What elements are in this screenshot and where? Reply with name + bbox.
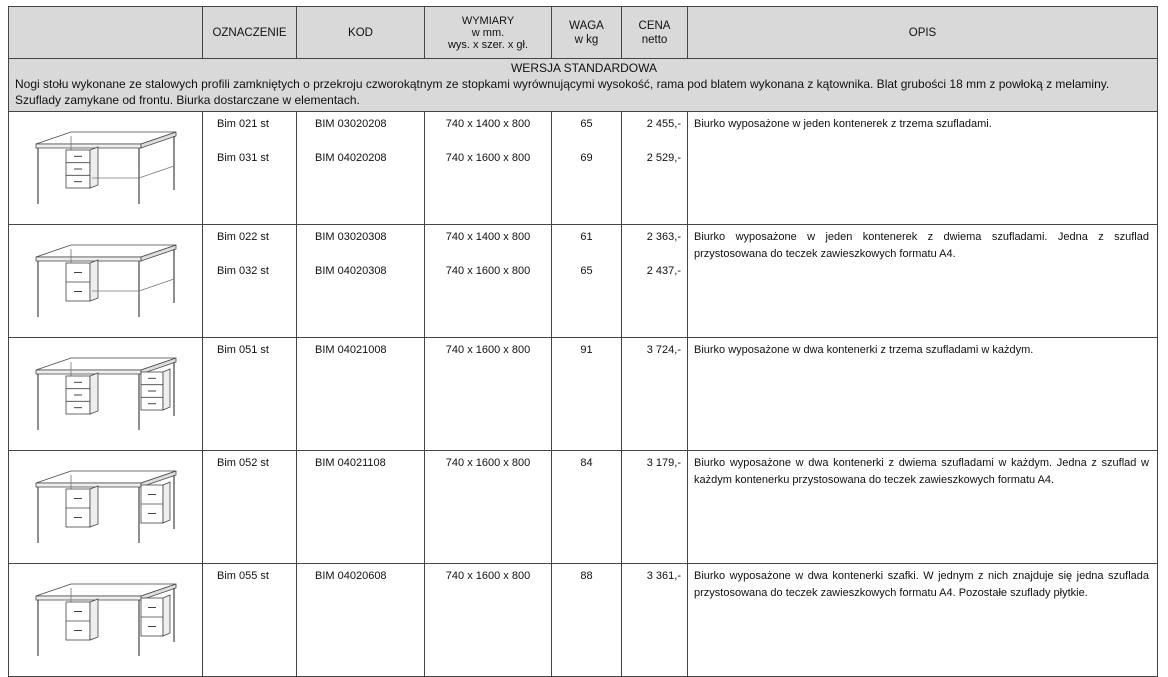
oznaczenie-value: Bim 052 st [217,457,269,469]
section-text: Nogi stołu wykonane ze stalowych profili zamkniętych o przekroju czworokątnym ze stopkami wyrównującymi wysokość, rama pod blatem wykonana z kątownika. Blat grubości 18 mm z powłoką z melaminy. Szuflady zamykane od frontu. Biurka dostarczane w elementach. [15,77,1110,107]
product-rows [9,112,1158,677]
waga-value: 69 [580,152,593,164]
header-row [9,7,1158,59]
opis-value: Biurko wyposażone w dwa kontenerki z trzema szufladami w każdym. [694,344,1034,356]
opis-value: Biurko wyposażone w jeden kontenerek z trzema szufladami. [694,118,992,130]
kod-value: BIM 04020208 [315,152,387,164]
table-row [9,338,1158,451]
header-cena [622,7,688,59]
spacer [552,133,621,150]
cena-value: 3 361,- [646,570,681,582]
cena-cell [622,451,688,564]
kod-cell [297,225,425,338]
wymiary-cell [425,564,552,677]
opis-cell [688,225,1158,338]
waga-cell [552,225,622,338]
cena-cell [622,112,688,225]
desk-image-cell [9,112,203,225]
spacer [622,246,681,263]
wymiary-cell [425,451,552,564]
opis-cell [688,451,1158,564]
waga-value: 65 [580,118,593,130]
spacer [217,133,296,150]
waga-value: 88 [580,570,593,582]
desk-two-containers-2-drawers-icon [9,457,202,549]
table-row [9,451,1158,564]
waga-cell [552,564,622,677]
kod-cell [297,564,425,677]
kod-value: BIM 03020208 [315,118,387,130]
oznaczenie-cell [203,451,297,564]
opis-value: Biurko wyposażone w jeden kontenerek z dwiema szufladami. Jedna z szuflad przystosowana do teczek zawieszkowych formatu A4. [694,231,1149,260]
kod-value: BIM 04020608 [315,570,387,582]
spacer [217,246,296,263]
header-waga-line2: w kg [574,33,599,46]
opis-cell [688,112,1158,225]
product-table [8,6,1158,677]
desk-drawing [26,570,186,662]
oznaczenie-cell [203,225,297,338]
opis-cell [688,338,1158,451]
desk-drawing [26,118,186,210]
table-row [9,564,1158,677]
desk-one-container-2-drawers-icon [9,231,202,323]
wymiary-value: 740 x 1400 x 800 [445,118,531,130]
cena-value: 2 437,- [646,265,681,277]
header-cena-line1: CENA [638,19,671,32]
wymiary-value: 740 x 1600 x 800 [445,570,531,582]
spacer [425,246,551,263]
desk-two-containers-3-drawers-icon [9,344,202,436]
oznaczenie-cell [203,338,297,451]
oznaczenie-value: Bim 031 st [217,152,269,164]
table-row [9,225,1158,338]
header-kod: KOD [297,7,425,59]
kod-value: BIM 03020308 [315,231,387,243]
section-cell [9,59,1158,112]
desk-image-cell [9,564,203,677]
header-waga-line1: WAGA [569,19,604,32]
cena-value: 3 724,- [646,344,681,356]
kod-value: BIM 04021108 [315,457,386,469]
desk-image-cell [9,451,203,564]
waga-value: 65 [580,265,593,277]
header-cena-line2: netto [641,33,668,46]
desk-drawing [26,231,186,323]
desk-image-cell [9,338,203,451]
wymiary-value: 740 x 1600 x 800 [445,344,531,356]
cena-value: 3 179,- [646,457,681,469]
kod-cell [297,112,425,225]
wymiary-cell [425,338,552,451]
kod-cell [297,338,425,451]
spacer [315,133,424,150]
kod-cell [297,451,425,564]
header-wymiary-line3: wys. x szer. x gł. [447,38,529,51]
header-wymiary-line2: w mm. [471,26,505,39]
cena-value: 2 455,- [646,118,681,130]
header-wymiary [425,7,552,59]
cena-cell [622,338,688,451]
opis-value: Biurko wyposażone w dwa kontenerki szafki. W jednym z nich znajduje się jedna szuflada przystosowana do teczek zawieszkowych formatu A4. Pozostałe szuflady płytkie. [694,570,1149,599]
cena-value: 2 529,- [646,152,681,164]
oznaczenie-value: Bim 032 st [217,265,269,277]
spacer [315,246,424,263]
header-image [9,7,203,59]
header-opis: OPIS [688,7,1158,59]
opis-cell [688,564,1158,677]
table-row [9,112,1158,225]
cena-cell [622,225,688,338]
waga-cell [552,112,622,225]
kod-value: BIM 04020308 [315,265,387,277]
waga-value: 84 [580,457,593,469]
desk-image-cell [9,225,203,338]
header-wymiary-line1: WYMIARY [461,14,515,27]
wymiary-value: 740 x 1600 x 800 [445,152,531,164]
oznaczenie-cell [203,564,297,677]
kod-value: BIM 04021008 [315,344,387,356]
waga-cell [552,338,622,451]
wymiary-cell [425,225,552,338]
desk-two-cabinets-icon [9,570,202,662]
cena-cell [622,564,688,677]
wymiary-value: 740 x 1400 x 800 [445,231,531,243]
oznaczenie-value: Bim 021 st [217,118,269,130]
cena-value: 2 363,- [646,231,681,243]
section-title: WERSJA STANDARDOWA [510,61,657,75]
wymiary-cell [425,112,552,225]
oznaczenie-value: Bim 051 st [217,344,269,356]
spacer [425,133,551,150]
wymiary-value: 740 x 1600 x 800 [445,265,531,277]
desk-drawing [26,344,186,436]
section-row [9,59,1158,112]
waga-value: 61 [580,231,593,243]
oznaczenie-value: Bim 055 st [217,570,269,582]
header-oznaczenie: OZNACZENIE [203,7,297,59]
oznaczenie-value: Bim 022 st [217,231,269,243]
header-waga [552,7,622,59]
waga-value: 91 [580,344,593,356]
opis-value: Biurko wyposażone w dwa kontenerki z dwiema szufladami w każdym. Jedna z szuflad w każdym kontenerku przystosowana do teczek zawieszkowych formatu A4. [694,457,1149,486]
desk-one-container-3-drawers-icon [9,118,202,210]
oznaczenie-cell [203,112,297,225]
waga-cell [552,451,622,564]
spacer [552,246,621,263]
wymiary-value: 740 x 1600 x 800 [445,457,531,469]
desk-drawing [26,457,186,549]
spacer [622,133,681,150]
